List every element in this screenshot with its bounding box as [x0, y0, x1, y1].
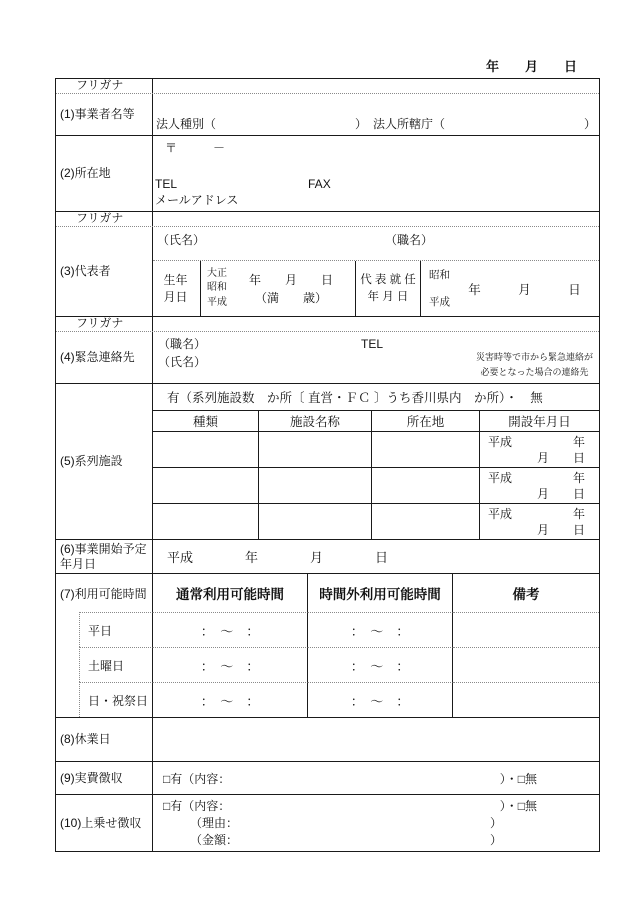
era-showa-2: 昭和	[429, 269, 450, 282]
open-date-year-3: 年	[572, 506, 585, 521]
affiliated-table-row-3	[153, 503, 599, 539]
open-date-monthday-2: 月 日	[536, 486, 585, 501]
section5-affiliated-facilities-row	[56, 383, 599, 539]
era-taisho: 大正	[207, 267, 227, 279]
expense-no-checkbox-label: ）・□無	[499, 771, 537, 786]
sunday-remarks-cell	[453, 682, 599, 717]
era-showa: 昭和	[207, 282, 227, 294]
section7-label: (7)利用可能時間	[56, 574, 153, 612]
expense-yes-checkbox-label: □有（内容：	[163, 771, 231, 786]
emergency-note	[476, 350, 593, 380]
affiliated-options-line: 有（系列施設数 か所〔 直営・ＦＣ 〕うち香川県内 か所）・ 無	[167, 391, 543, 405]
saturday-remarks-cell	[453, 647, 599, 682]
fax-label: FAX	[308, 177, 331, 191]
sunday-normal-time: ： ～ ：	[153, 682, 308, 717]
section7-available-hours-row	[56, 573, 599, 717]
section1-label: (1)事業者名等	[56, 94, 153, 135]
corporate-authority-open: ） 法人所轄庁（	[354, 117, 445, 131]
type-cell-2	[153, 468, 259, 503]
open-date-monthday-1: 月 日	[536, 450, 585, 465]
corporate-type-open: 法人種別（	[156, 117, 217, 131]
open-date-era-2: 平成	[488, 470, 513, 485]
column-header-normal-hours: 通常利用可能時間	[153, 574, 308, 612]
surcharge-no-checkbox-label: ）・□無	[499, 798, 537, 813]
birth-era-options	[207, 267, 227, 311]
facility-name-cell-1	[259, 432, 372, 467]
section6-start-date-row	[56, 539, 599, 573]
postal-code-mark: 〒 －	[165, 141, 226, 155]
section8-label: (8)休業日	[56, 718, 153, 761]
section2-content	[153, 136, 599, 211]
section4-content	[153, 332, 599, 383]
surcharge-amount-label: （金額：	[190, 832, 239, 847]
weekday-overtime-time: ： ～ ：	[308, 612, 453, 647]
appointment-era-options	[429, 262, 450, 315]
representative-dates-line	[153, 260, 599, 316]
spacer-cell-3	[56, 682, 79, 717]
open-date-era-3: 平成	[488, 506, 513, 521]
column-header-open-date: 開設年月日	[508, 415, 571, 429]
section3-content	[153, 227, 599, 316]
available-hours-grid	[56, 574, 599, 717]
section9-expense-collection-row	[56, 761, 599, 794]
surcharge-reason-label: （理由：	[190, 815, 239, 830]
affiliated-table-row-2	[153, 467, 599, 503]
birth-ymd-placeholder: 年 月 日	[248, 272, 333, 287]
location-cell-2	[372, 468, 480, 503]
section2-label: (2)所在地	[56, 136, 153, 211]
column-header-facility-name: 施設名称	[259, 411, 372, 431]
saturday-overtime-time: ： ～ ：	[308, 647, 453, 682]
facility-name-cell-2	[259, 468, 372, 503]
date-line: 年 月 日	[485, 59, 577, 74]
weekday-remarks-cell	[453, 612, 599, 647]
open-date-monthday-3: 月 日	[536, 522, 585, 537]
corporate-authority-close: ）	[583, 117, 596, 131]
column-header-overtime-hours: 時間外利用可能時間	[308, 574, 453, 612]
spacer-cell-1	[56, 612, 79, 647]
section1-business-name-row	[56, 93, 599, 135]
furigana-row-2	[56, 211, 599, 226]
spacer-cell-2	[56, 647, 79, 682]
day-label-sunday-holiday: 日・祝祭日	[79, 682, 153, 717]
location-cell-1	[372, 432, 480, 467]
saturday-normal-time: ： ～ ：	[153, 647, 308, 682]
emergency-note-line1: 災害時等で市から緊急連絡が	[475, 352, 593, 363]
section4-label: (4)緊急連絡先	[56, 332, 153, 383]
representative-name-label: （氏名）	[157, 233, 206, 247]
emergency-note-line2: 必要となった場合の連絡先	[480, 367, 589, 378]
section10-content	[153, 795, 599, 851]
day-label-weekday: 平日	[79, 612, 153, 647]
column-header-location: 所在地	[372, 411, 480, 431]
section9-label: (9)実費徴収	[56, 762, 153, 794]
location-cell-3	[372, 504, 480, 539]
appointment-entry-cell	[421, 261, 599, 316]
section1-content	[153, 94, 599, 135]
furigana-entry-area-3	[153, 317, 599, 331]
surcharge-yes-checkbox-label: □有（内容：	[163, 798, 231, 813]
section5-content	[153, 384, 599, 539]
section3-label: (3)代表者	[56, 227, 153, 316]
open-date-era-1: 平成	[488, 434, 513, 449]
furigana-label-2: フリガナ	[56, 212, 153, 226]
facility-name-cell-3	[259, 504, 372, 539]
surcharge-amount-close: ）	[489, 832, 502, 847]
furigana-label-3: フリガナ	[56, 317, 153, 331]
era-heisei-2: 平成	[429, 295, 450, 308]
furigana-entry-area-1	[153, 79, 599, 93]
affiliated-table-header	[153, 410, 599, 431]
section5-label: (5)系列施設	[56, 384, 153, 539]
type-cell-1	[153, 432, 259, 467]
column-header-type: 種類	[153, 411, 259, 431]
weekday-normal-time: ： ～ ：	[153, 612, 308, 647]
appointment-label-line1: 代 表 就 任	[360, 273, 416, 286]
emergency-title-label: （職名）	[158, 337, 207, 351]
furigana-row-3	[56, 316, 599, 331]
section2-address-row	[56, 135, 599, 211]
section6-label: (6)事業開始予定年月日	[56, 540, 153, 573]
closed-days-entry-area	[153, 718, 599, 761]
column-header-remarks: 備考	[512, 587, 540, 602]
section9-content	[153, 762, 599, 794]
open-date-cell-2	[480, 468, 599, 503]
email-label: メールアドレス	[155, 193, 239, 207]
section10-surcharge-row	[56, 794, 599, 851]
section3-representative-row	[56, 226, 599, 316]
furigana-label-1: フリガナ	[56, 79, 153, 93]
affiliated-table-row-1	[153, 431, 599, 467]
representative-name-line	[153, 227, 599, 260]
furigana-entry-area-2	[153, 212, 599, 226]
start-date-placeholder: 平成 年 月 日	[167, 550, 389, 565]
birthdate-label-cell	[153, 261, 201, 316]
era-heisei: 平成	[207, 296, 227, 308]
tel-label: TEL	[155, 177, 178, 191]
birthdate-label: 生年月日	[163, 273, 188, 304]
open-date-cell-1	[480, 432, 599, 467]
appointment-label-cell	[356, 261, 421, 316]
section4-emergency-contact-row	[56, 331, 599, 383]
furigana-row-1	[56, 79, 599, 93]
section8-closed-days-row	[56, 717, 599, 761]
sunday-overtime-time: ： ～ ：	[308, 682, 453, 717]
day-label-saturday: 土曜日	[79, 647, 153, 682]
type-cell-3	[153, 504, 259, 539]
appointment-label-line2: 年 月 日	[367, 290, 409, 303]
birth-age-placeholder: （満 歳）	[254, 290, 327, 305]
representative-title-label: （職名）	[385, 233, 434, 247]
open-date-cell-3	[480, 504, 599, 539]
surcharge-reason-close: ）	[489, 815, 502, 830]
open-date-year-2: 年	[572, 470, 585, 485]
open-date-year-1: 年	[572, 434, 585, 449]
emergency-name-label: （氏名）	[158, 355, 207, 369]
application-form-table	[55, 78, 600, 852]
emergency-tel-label: TEL	[361, 337, 384, 351]
appointment-ymd-placeholder: 年 月 日	[468, 282, 581, 297]
birthdate-entry-cell	[201, 261, 356, 316]
section10-label: (10)上乗せ徴収	[56, 795, 153, 851]
